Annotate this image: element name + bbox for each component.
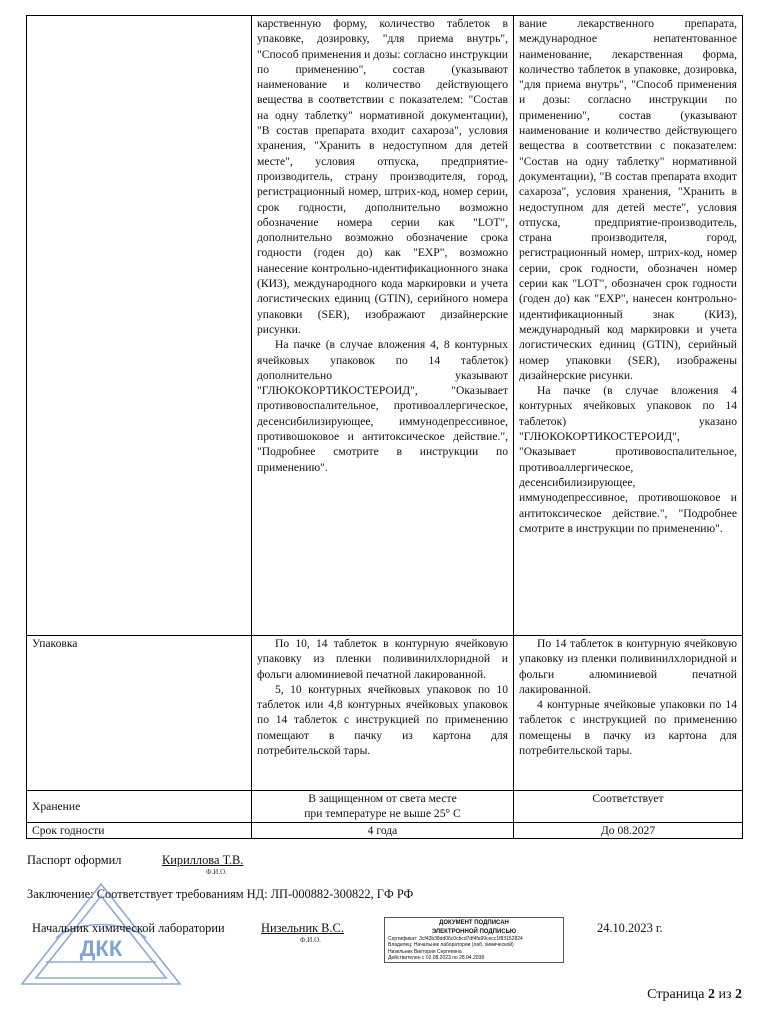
- lab-head-name: Низельник В.С.: [261, 921, 344, 935]
- spec-cell-packaging: [252, 636, 514, 791]
- storage-result: Соответствует: [514, 791, 743, 823]
- spec-marking-p1: карственную форму, количество таблеток в упаковке, дозировку, "для приема внутрь", "Способ применения и дозы: согласно инструкции по применению", состав (указывают наименование и количество действующего вещества в соответствии с показателем: "Состав на одну таблетку" нормативной документации), "В состав препарата входит сахароза", условия хранения, "Хранить в недоступном для детей месте", условия отпуска, предприятие-производитель, страну производителя, город, регистрационный номер, штрих-код, номер серии, срок годности, дополнительно возможно обозначение номера серии как "LOT", дополнительно возможно обозначение срока годности (годен до) как "EXP", возможно нанесение контрольно-идентификационного знака (КИЗ), международного кода маркировки и учета логистических единиц (GTIN), серийного номера упаковки (SER), изображают дизайнерские рисунки.: [257, 17, 508, 336]
- esig-title-2: ЭЛЕКТРОННОЙ ПОДПИСЬЮ: [431, 929, 517, 935]
- storage-spec-line2: при температуре не выше 25° С: [304, 807, 461, 821]
- table-row-packaging: [27, 636, 743, 791]
- page-total: 2: [735, 987, 742, 1002]
- shelf-life-spec: 4 года: [252, 823, 514, 839]
- result-cell-marking: [514, 16, 743, 636]
- esig-certificate: Сертификат: 3cf43b38dd06c0cbcd7df4fa99cecc1f83152824: [388, 936, 523, 942]
- conclusion-text: Заключение: Соответствует требованиям НД: ЛП-000882-300822, ГФ РФ: [27, 887, 414, 901]
- storage-label: Хранение: [27, 791, 252, 823]
- result-marking-p1: вание лекарственного препарата, международное непатентованное наименование, лекарственная форма, количество таблеток в упаковке, дозировка, "для приема внутрь", "Способ применения и дозы: согласно инструкции по применению", состав (указывают наименование и количество действующего вещества в соответствии с показателем: "Состав на одну таблетку" нормативной документации), "В состав препарата входит сахароза", условия хранения, "Хранить в недоступном для детей месте", условия отпуска, предприятие-производитель, страна производителя, город, регистрационный номер, штрих-код, номер серии, срок годности, обозначен номер серии как "LOT", обозначен срок годности (годен до) как "EXP", нанесен контрольно-идентификационный знак (КИЗ), международный код маркировки и учета логистических единиц (GTIN), серийный номер упаковки (SER), изображены дизайнерские рисунки.: [519, 17, 737, 382]
- passport-label: Паспорт оформил: [27, 853, 122, 867]
- table-row-shelf-life: [27, 823, 743, 839]
- result-packaging-p2: 4 контурные ячейковые упаковки по 14 таблеток с инструкцией по применению помещены в пачку из картона для потребительской тары.: [519, 698, 737, 758]
- lab-head-fio-caption: Ф.И.О.: [300, 936, 321, 944]
- signature-date: 24.10.2023 г.: [597, 921, 663, 935]
- spec-packaging-p1: По 10, 14 таблеток в контурную ячейковую упаковку из пленки поливинилхлоридной и фольги алюминиевой печатной лакированной.: [257, 637, 508, 681]
- spec-marking-p2: На пачке (в случае вложения 4, 8 контурных ячейковых упаковок по 14 таблеток) дополнительно указывают "ГЛЮКОКОРТИКОСТЕРОИД", "Оказывает противовоспалительное, противоаллергическое, десенсибилизирующее, иммунодепрессивное, противошоковое и антитоксическое действие.", "Подробнее смотрите в инструкции по применению".: [257, 338, 508, 474]
- indicator-cell-empty: [27, 16, 252, 636]
- esig-title-1: ДОКУМЕНТ ПОДПИСАН: [439, 920, 509, 926]
- lab-head-label: Начальник химической лаборатории: [32, 921, 225, 935]
- esig-validity: Действителен с 02.08.2023 по 28.04.2038: [388, 955, 485, 962]
- shelf-life-label: Срок годности: [27, 823, 252, 839]
- table-row-storage: [27, 791, 743, 823]
- packaging-label: Упаковка: [27, 636, 252, 791]
- shelf-life-result: До 08.2027: [514, 823, 743, 839]
- page-number: [647, 987, 742, 1003]
- storage-spec-line1: В защищенном от света месте: [308, 792, 457, 805]
- page-label: Страница: [647, 987, 705, 1002]
- spec-packaging-p2: 5, 10 контурных ячейковых упаковок по 10 таблеток или 4,8 контурных ячейковых упаковок по 14 таблеток с инструкцией по применению помещают в пачку из картона для потребительской тары.: [257, 682, 508, 758]
- specification-table: [26, 15, 743, 839]
- spec-cell-marking: [252, 16, 514, 636]
- esig-owner: Владелец: Начальник лаборатории (лаб. химической): [388, 942, 514, 949]
- page-current: 2: [707, 987, 715, 1002]
- result-packaging-p1: По 14 таблеток в контурную ячейковую упаковку из пленки поливинилхлоридной и фольги алюминиевой печатной лакированной.: [519, 637, 737, 696]
- esig-person: Низельник Виктория Сергеевна: [388, 948, 462, 955]
- page-of: из: [718, 987, 732, 1002]
- spec-cell-storage: [252, 791, 514, 823]
- result-marking-p2: На пачке (в случае вложения 4 контурных ячейковых упаковок по 14 таблеток) указано "ГЛЮКОКОРТИКОСТЕРОИД", "Оказывает противовоспалительное, противоаллергическое, десенсибилизирующее, иммунодепрессивное, противошоковое и антитоксическое действие.", "Подробнее смотрите в инструкции по применению".: [519, 384, 737, 535]
- result-cell-packaging: [514, 636, 743, 791]
- table-row-continuation: [27, 16, 743, 636]
- passport-name: Кириллова Т.В.: [162, 853, 244, 867]
- passport-fio-caption: Ф.И.О.: [206, 868, 227, 876]
- electronic-signature-box: [384, 917, 564, 963]
- stamp-logo-text: ДКК: [79, 936, 123, 961]
